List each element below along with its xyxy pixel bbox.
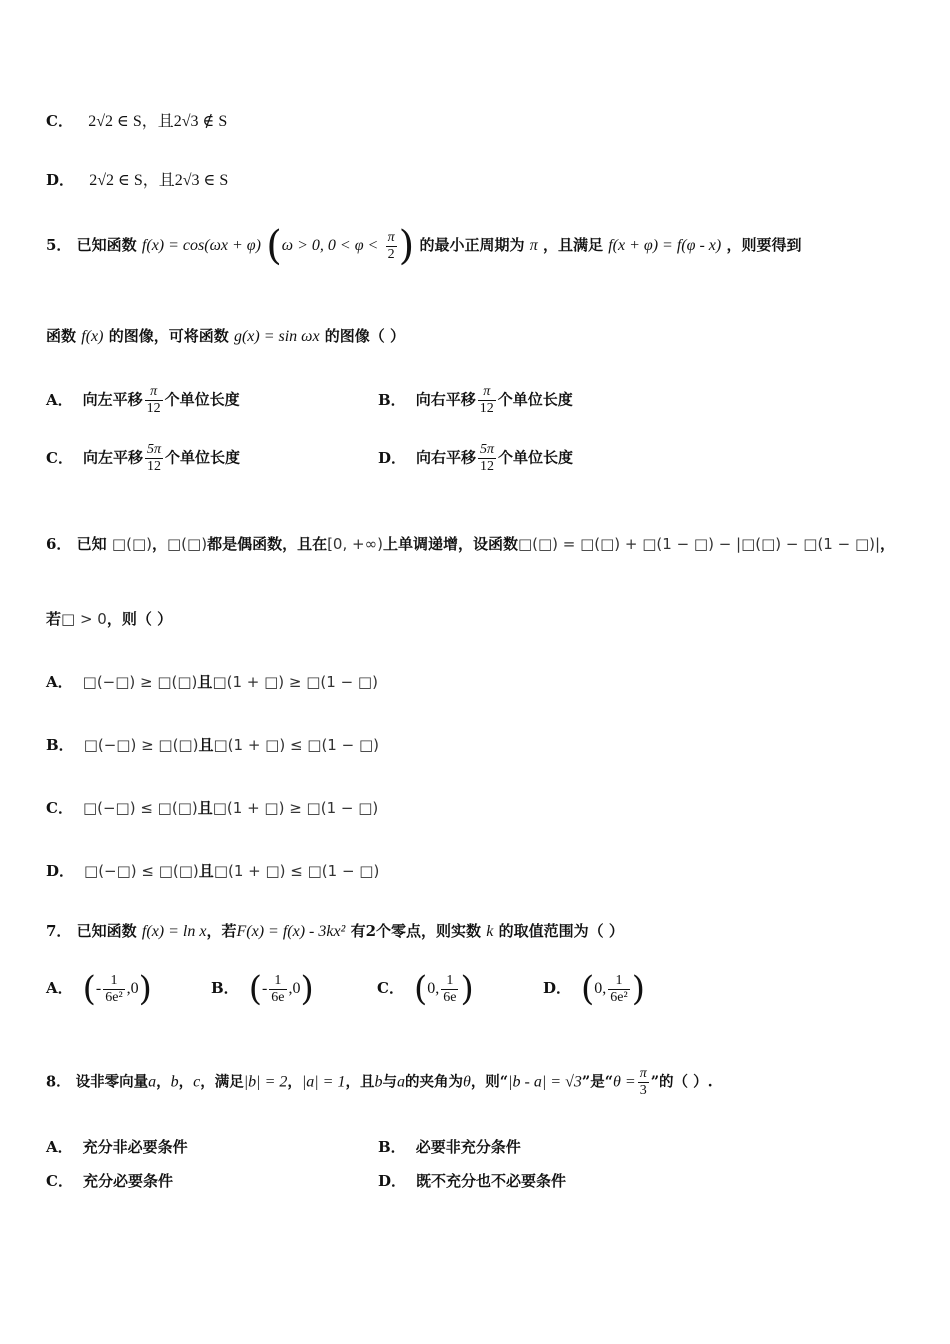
q6-option-d bbox=[46, 860, 379, 881]
stem-text: 设非零向量 bbox=[75, 1073, 149, 1091]
option-prefix: - bbox=[261, 980, 268, 997]
option-label: D． bbox=[378, 448, 407, 467]
option-fraction: $\frac{1}{\text{6e²}}$ bbox=[610, 972, 628, 1005]
stem-text: ，满足 bbox=[200, 1073, 244, 1091]
condition-angle: θ = bbox=[613, 1073, 636, 1091]
condition: □ > 0 bbox=[61, 610, 107, 628]
option-label: D． bbox=[46, 171, 75, 189]
option-expression: 2√2 ∈ S，且2√3 ∉ S bbox=[88, 113, 228, 130]
option-text: 个单位长度 bbox=[164, 448, 240, 467]
question-number: 6． bbox=[46, 535, 72, 553]
option-text: 向右平移 bbox=[416, 448, 477, 467]
separator: ， bbox=[178, 1073, 194, 1091]
vector-a: a bbox=[148, 1073, 157, 1091]
option-label: D． bbox=[378, 1172, 407, 1190]
function-1: □(□) bbox=[111, 535, 152, 553]
option-text: 个单位长度 bbox=[164, 390, 240, 409]
right-paren: ) bbox=[631, 969, 645, 1009]
option-label: B． bbox=[211, 979, 239, 997]
option-left: □(−□) ≤ □(□) bbox=[82, 799, 198, 817]
option-right: □(1 + □) ≤ □(1 − □) bbox=[213, 736, 379, 754]
separator: ， bbox=[151, 535, 167, 553]
pi-over-three: $\frac{\pi}{3}$ bbox=[639, 1066, 647, 1098]
q7-option-d bbox=[543, 969, 645, 1009]
stem-text: 的最小正周期为 bbox=[419, 236, 525, 254]
option-prefix: 0, bbox=[427, 980, 440, 997]
q5-option-a bbox=[46, 384, 240, 417]
vector-b: b bbox=[170, 1073, 179, 1091]
vector-c: c bbox=[193, 1073, 201, 1091]
option-text: 向右平移 bbox=[415, 390, 476, 409]
stem-text: ，则要得到 bbox=[726, 236, 802, 254]
option-text: 充分非必要条件 bbox=[82, 1138, 188, 1156]
separator: ， bbox=[156, 1073, 171, 1091]
q7-option-c bbox=[377, 969, 474, 1009]
q5-stem-line1 bbox=[46, 223, 802, 269]
condition-norm: |b - a| = √3 bbox=[508, 1073, 582, 1091]
right-paren: ) bbox=[300, 969, 314, 1009]
option-label: A． bbox=[46, 390, 73, 409]
option-label: D． bbox=[543, 979, 572, 997]
stem-text: 的图像，可将函数 bbox=[108, 327, 229, 345]
q8-option-d bbox=[378, 1170, 566, 1191]
left-paren: ( bbox=[82, 969, 96, 1009]
option-label: B． bbox=[378, 1138, 406, 1156]
option-suffix: ,0 bbox=[126, 980, 139, 997]
function-f: f(x) bbox=[81, 328, 104, 345]
pi-over-two: $\frac{\pi}{2}$ bbox=[387, 229, 395, 262]
option-label: A． bbox=[46, 1138, 73, 1156]
angle-theta: θ bbox=[462, 1073, 471, 1091]
option-label: C． bbox=[46, 448, 73, 467]
function-F: F(x) = f(x) - 3kx² bbox=[236, 923, 346, 940]
option-suffix: ,0 bbox=[288, 980, 301, 997]
stem-text: ，若 bbox=[206, 922, 237, 940]
option-label: C． bbox=[46, 112, 73, 130]
interval: [0, +∞) bbox=[327, 535, 383, 553]
option-left: □(−□) ≥ □(□) bbox=[82, 673, 198, 691]
shift-fraction: $\frac{\pi}{12}$ bbox=[479, 384, 494, 416]
q7-option-a bbox=[46, 969, 152, 1009]
option-text: 既不充分也不必要条件 bbox=[416, 1172, 567, 1190]
q8-stem bbox=[46, 1066, 713, 1099]
option-and: 且 bbox=[198, 862, 214, 880]
q6-stem-line1 bbox=[46, 533, 895, 554]
stem-text: ，则（ ） bbox=[106, 610, 173, 628]
function-2: □(□) bbox=[167, 535, 208, 553]
question-number: 7． bbox=[46, 922, 72, 940]
option-text: 向左平移 bbox=[82, 390, 143, 409]
option-label: A． bbox=[46, 673, 73, 691]
option-text: 个单位长度 bbox=[498, 448, 574, 467]
stem-text: 函数 bbox=[46, 327, 77, 345]
stem-text: 已知函数 bbox=[76, 236, 137, 254]
stem-text: 与 bbox=[382, 1073, 397, 1091]
q6-option-a bbox=[46, 671, 378, 692]
left-paren: ( bbox=[413, 969, 428, 1009]
q5-option-b bbox=[378, 384, 573, 417]
option-expression: 2√2 ∈ S，且2√3 ∈ S bbox=[89, 172, 229, 189]
option-label: C． bbox=[377, 979, 404, 997]
option-label: C． bbox=[46, 799, 73, 817]
option-label: D． bbox=[46, 862, 75, 880]
option-prefix: - bbox=[95, 980, 102, 997]
option-and: 且 bbox=[198, 736, 214, 754]
option-label: A． bbox=[46, 979, 73, 997]
q7-stem bbox=[46, 920, 624, 941]
stem-text: ，且满足 bbox=[542, 236, 603, 254]
option-and: 且 bbox=[197, 799, 213, 817]
option-right: □(1 + □) ≥ □(1 − □) bbox=[212, 799, 379, 817]
option-left: □(−□) ≥ □(□) bbox=[83, 736, 199, 754]
left-paren: ( bbox=[266, 223, 282, 269]
shift-fraction: $\frac{5\pi}{12}$ bbox=[146, 442, 161, 474]
option-fraction: $\frac{1}{\text{6e²}}$ bbox=[105, 972, 123, 1005]
q6-option-c bbox=[46, 797, 378, 818]
period-value: π bbox=[529, 237, 538, 254]
option-fraction: $\frac{1}{6e}$ bbox=[271, 972, 285, 1005]
right-paren: ) bbox=[460, 969, 474, 1009]
q4-option-c bbox=[46, 108, 227, 131]
option-fraction: $\frac{1}{6e}$ bbox=[443, 972, 457, 1005]
function-definition: f(x) = cos(ωx + φ) bbox=[141, 237, 261, 254]
option-right: □(1 + □) ≥ □(1 − □) bbox=[212, 673, 378, 691]
q8-option-c bbox=[46, 1170, 173, 1191]
option-left: □(−□) ≤ □(□) bbox=[84, 862, 199, 880]
right-paren: ) bbox=[138, 969, 152, 1009]
symmetry-equation: f(x + φ) = f(φ - x) bbox=[608, 237, 722, 254]
question-number: 8． bbox=[46, 1073, 71, 1091]
option-text: 个单位长度 bbox=[497, 390, 573, 409]
left-paren: ( bbox=[248, 969, 262, 1009]
q8-option-a bbox=[46, 1136, 188, 1157]
option-prefix: 0, bbox=[594, 980, 607, 997]
stem-text: 已知 bbox=[76, 535, 107, 553]
function-definition: □(□) = □(□) + □(1 − □) − |□(□) − □(1 − □)| bbox=[517, 535, 881, 553]
stem-text: 都是偶函数，且在 bbox=[207, 535, 328, 553]
norm-a: |a| = 1 bbox=[301, 1073, 346, 1091]
option-label: C． bbox=[46, 1172, 73, 1190]
stem-text: ”的（ ）. bbox=[650, 1073, 713, 1091]
norm-b: |b| = 2 bbox=[243, 1073, 288, 1091]
q5-stem-line2 bbox=[46, 325, 405, 346]
stem-text: 若 bbox=[46, 610, 62, 628]
option-and: 且 bbox=[197, 673, 213, 691]
shift-fraction: $\frac{5\pi}{12}$ bbox=[480, 442, 495, 474]
q5-option-d bbox=[378, 442, 573, 475]
stem-text: ， bbox=[880, 535, 896, 553]
left-paren: ( bbox=[581, 969, 595, 1009]
function-f: f(x) = ln x bbox=[141, 923, 207, 940]
stem-text: ”是“ bbox=[581, 1073, 614, 1091]
q5-option-c bbox=[46, 442, 240, 475]
vector-b: b bbox=[374, 1073, 383, 1091]
q6-stem-line2 bbox=[46, 608, 172, 629]
vector-a: a bbox=[396, 1073, 405, 1091]
q7-option-b bbox=[211, 969, 314, 1009]
stem-text: 的夹角为 bbox=[404, 1073, 463, 1091]
q6-option-b bbox=[46, 734, 379, 755]
option-label: B． bbox=[378, 390, 406, 409]
right-paren: ) bbox=[398, 223, 415, 269]
option-right: □(1 + □) ≤ □(1 − □) bbox=[213, 862, 380, 880]
stem-text: ，且 bbox=[345, 1073, 375, 1091]
stem-text: 的取值范围为（ ） bbox=[498, 922, 624, 940]
option-label: B． bbox=[46, 736, 74, 754]
stem-text: 已知函数 bbox=[76, 922, 137, 940]
option-text: 向左平移 bbox=[82, 448, 143, 467]
option-text: 充分必要条件 bbox=[82, 1172, 173, 1190]
q4-option-d bbox=[46, 167, 228, 190]
stem-text: 的图像（ ） bbox=[324, 327, 406, 345]
function-g: g(x) = sin ωx bbox=[233, 328, 320, 345]
stem-text: ，则“ bbox=[470, 1073, 509, 1091]
variable-k: k bbox=[486, 923, 494, 940]
stem-text: 有2个零点，则实数 bbox=[350, 922, 482, 940]
stem-text: 上单调递增，设函数 bbox=[382, 535, 518, 553]
q8-option-b bbox=[378, 1136, 521, 1157]
question-number: 5． bbox=[46, 236, 72, 254]
separator: ， bbox=[287, 1073, 302, 1091]
option-text: 必要非充分条件 bbox=[415, 1138, 521, 1156]
shift-fraction: $\frac{\pi}{12}$ bbox=[146, 384, 161, 416]
parameter-condition: ω > 0, 0 < φ < bbox=[281, 237, 379, 254]
